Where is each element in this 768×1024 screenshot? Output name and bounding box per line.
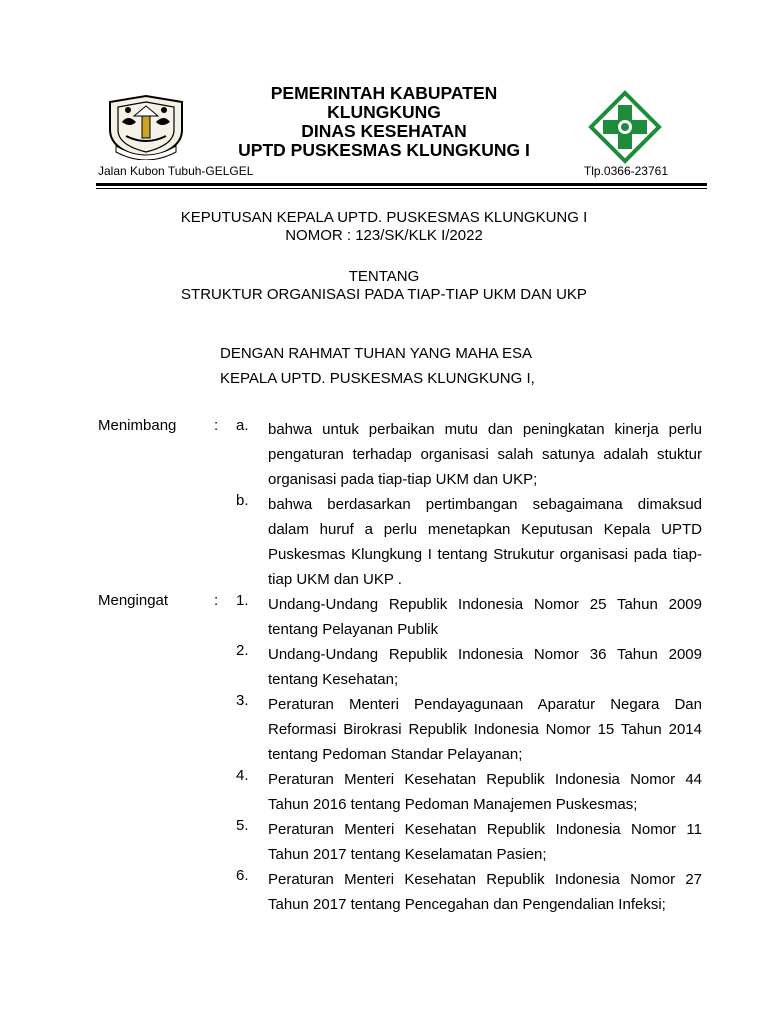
greeting-line-1: DENGAN RAHMAT TUHAN YANG MAHA ESA	[220, 345, 533, 362]
decree-subject-block	[0, 268, 768, 304]
list-item-text: Peraturan Menteri Kesehatan Republik Indonesia Nomor 44 Tahun 2016 tentang Pedoman Manajemen Puskesmas;	[268, 771, 702, 813]
decree-subject: STRUKTUR ORGANISASI PADA TIAP-TIAP UKM DAN UKP	[181, 286, 587, 303]
mengingat-label: Mengingat	[98, 592, 169, 609]
letterhead-line-4: UPTD PUSKESMAS KLUNGKUNG I	[238, 140, 530, 160]
phone-text: Tlp.0366-23761	[583, 164, 668, 178]
list-item-text: Peraturan Menteri Kesehatan Republik Indonesia Nomor 27 Tahun 2017 tentang Pencegahan dan Pengendalian Infeksi;	[268, 871, 702, 913]
list-item-text: Undang-Undang Republik Indonesia Nomor 36 Tahun 2009 tentang Kesehatan;	[268, 646, 702, 688]
list-item-number: b.	[236, 492, 249, 509]
list-item-text: Peraturan Menteri Kesehatan Republik Indonesia Nomor 11 Tahun 2017 tentang Keselamatan Pasien;	[268, 821, 702, 863]
letterhead-line-2: KLUNGKUNG	[327, 102, 441, 122]
letterhead-line-1: PEMERINTAH KABUPATEN	[270, 83, 498, 103]
list-item-number: 1.	[236, 592, 249, 609]
letterhead-line-3: DINAS KESEHATAN	[301, 121, 467, 141]
list-item-number: 5.	[236, 817, 249, 834]
list-item-number: a.	[236, 417, 249, 434]
decree-number: NOMOR : 123/SK/KLK I/2022	[285, 227, 483, 244]
mengingat-colon: :	[214, 592, 219, 609]
list-item-number: 3.	[236, 692, 249, 709]
decree-about: TENTANG	[348, 268, 420, 285]
list-item-text: Peraturan Menteri Pendayagunaan Aparatur Negara Dan Reformasi Birokrasi Republik Indonesia Nomor 15 Tahun 2014 tentang Pedoman Standar Pelayanan;	[268, 696, 702, 763]
header-rule-thick	[96, 183, 707, 186]
list-item-text: bahwa berdasarkan pertimbangan sebagaimana dimaksud dalam huruf a perlu menetapkan Keputusan Kepala UPTD Puskesmas Klungkung I tentang Strukutur organisasi pada tiap-tiap UKM dan UKP .	[268, 496, 702, 588]
address-text: Jalan Kubon Tubuh-GELGEL	[98, 164, 254, 178]
menimbang-colon: :	[214, 417, 219, 434]
list-item-number: 2.	[236, 642, 249, 659]
letterhead	[0, 0, 768, 192]
list-item-text: Undang-Undang Republik Indonesia Nomor 25 Tahun 2009 tentang Pelayanan Publik	[268, 596, 702, 638]
list-item-number: 4.	[236, 767, 249, 784]
menimbang-label: Menimbang	[98, 417, 177, 434]
decree-heading	[0, 209, 768, 245]
decree-title: KEPUTUSAN KEPALA UPTD. PUSKESMAS KLUNGKUNG I	[180, 209, 588, 226]
greeting-line-2: KEPALA UPTD. PUSKESMAS KLUNGKUNG I,	[220, 370, 535, 387]
list-item-number: 6.	[236, 867, 249, 884]
list-item-text: bahwa untuk perbaikan mutu dan peningkatan kinerja perlu pengaturan terhadap organisasi salah satunya adalah stuktur organisasi pada tiap-tiap UKM dan UKP;	[268, 421, 702, 488]
health-cross-logo-icon	[588, 90, 662, 164]
header-rule-thin	[96, 188, 707, 189]
